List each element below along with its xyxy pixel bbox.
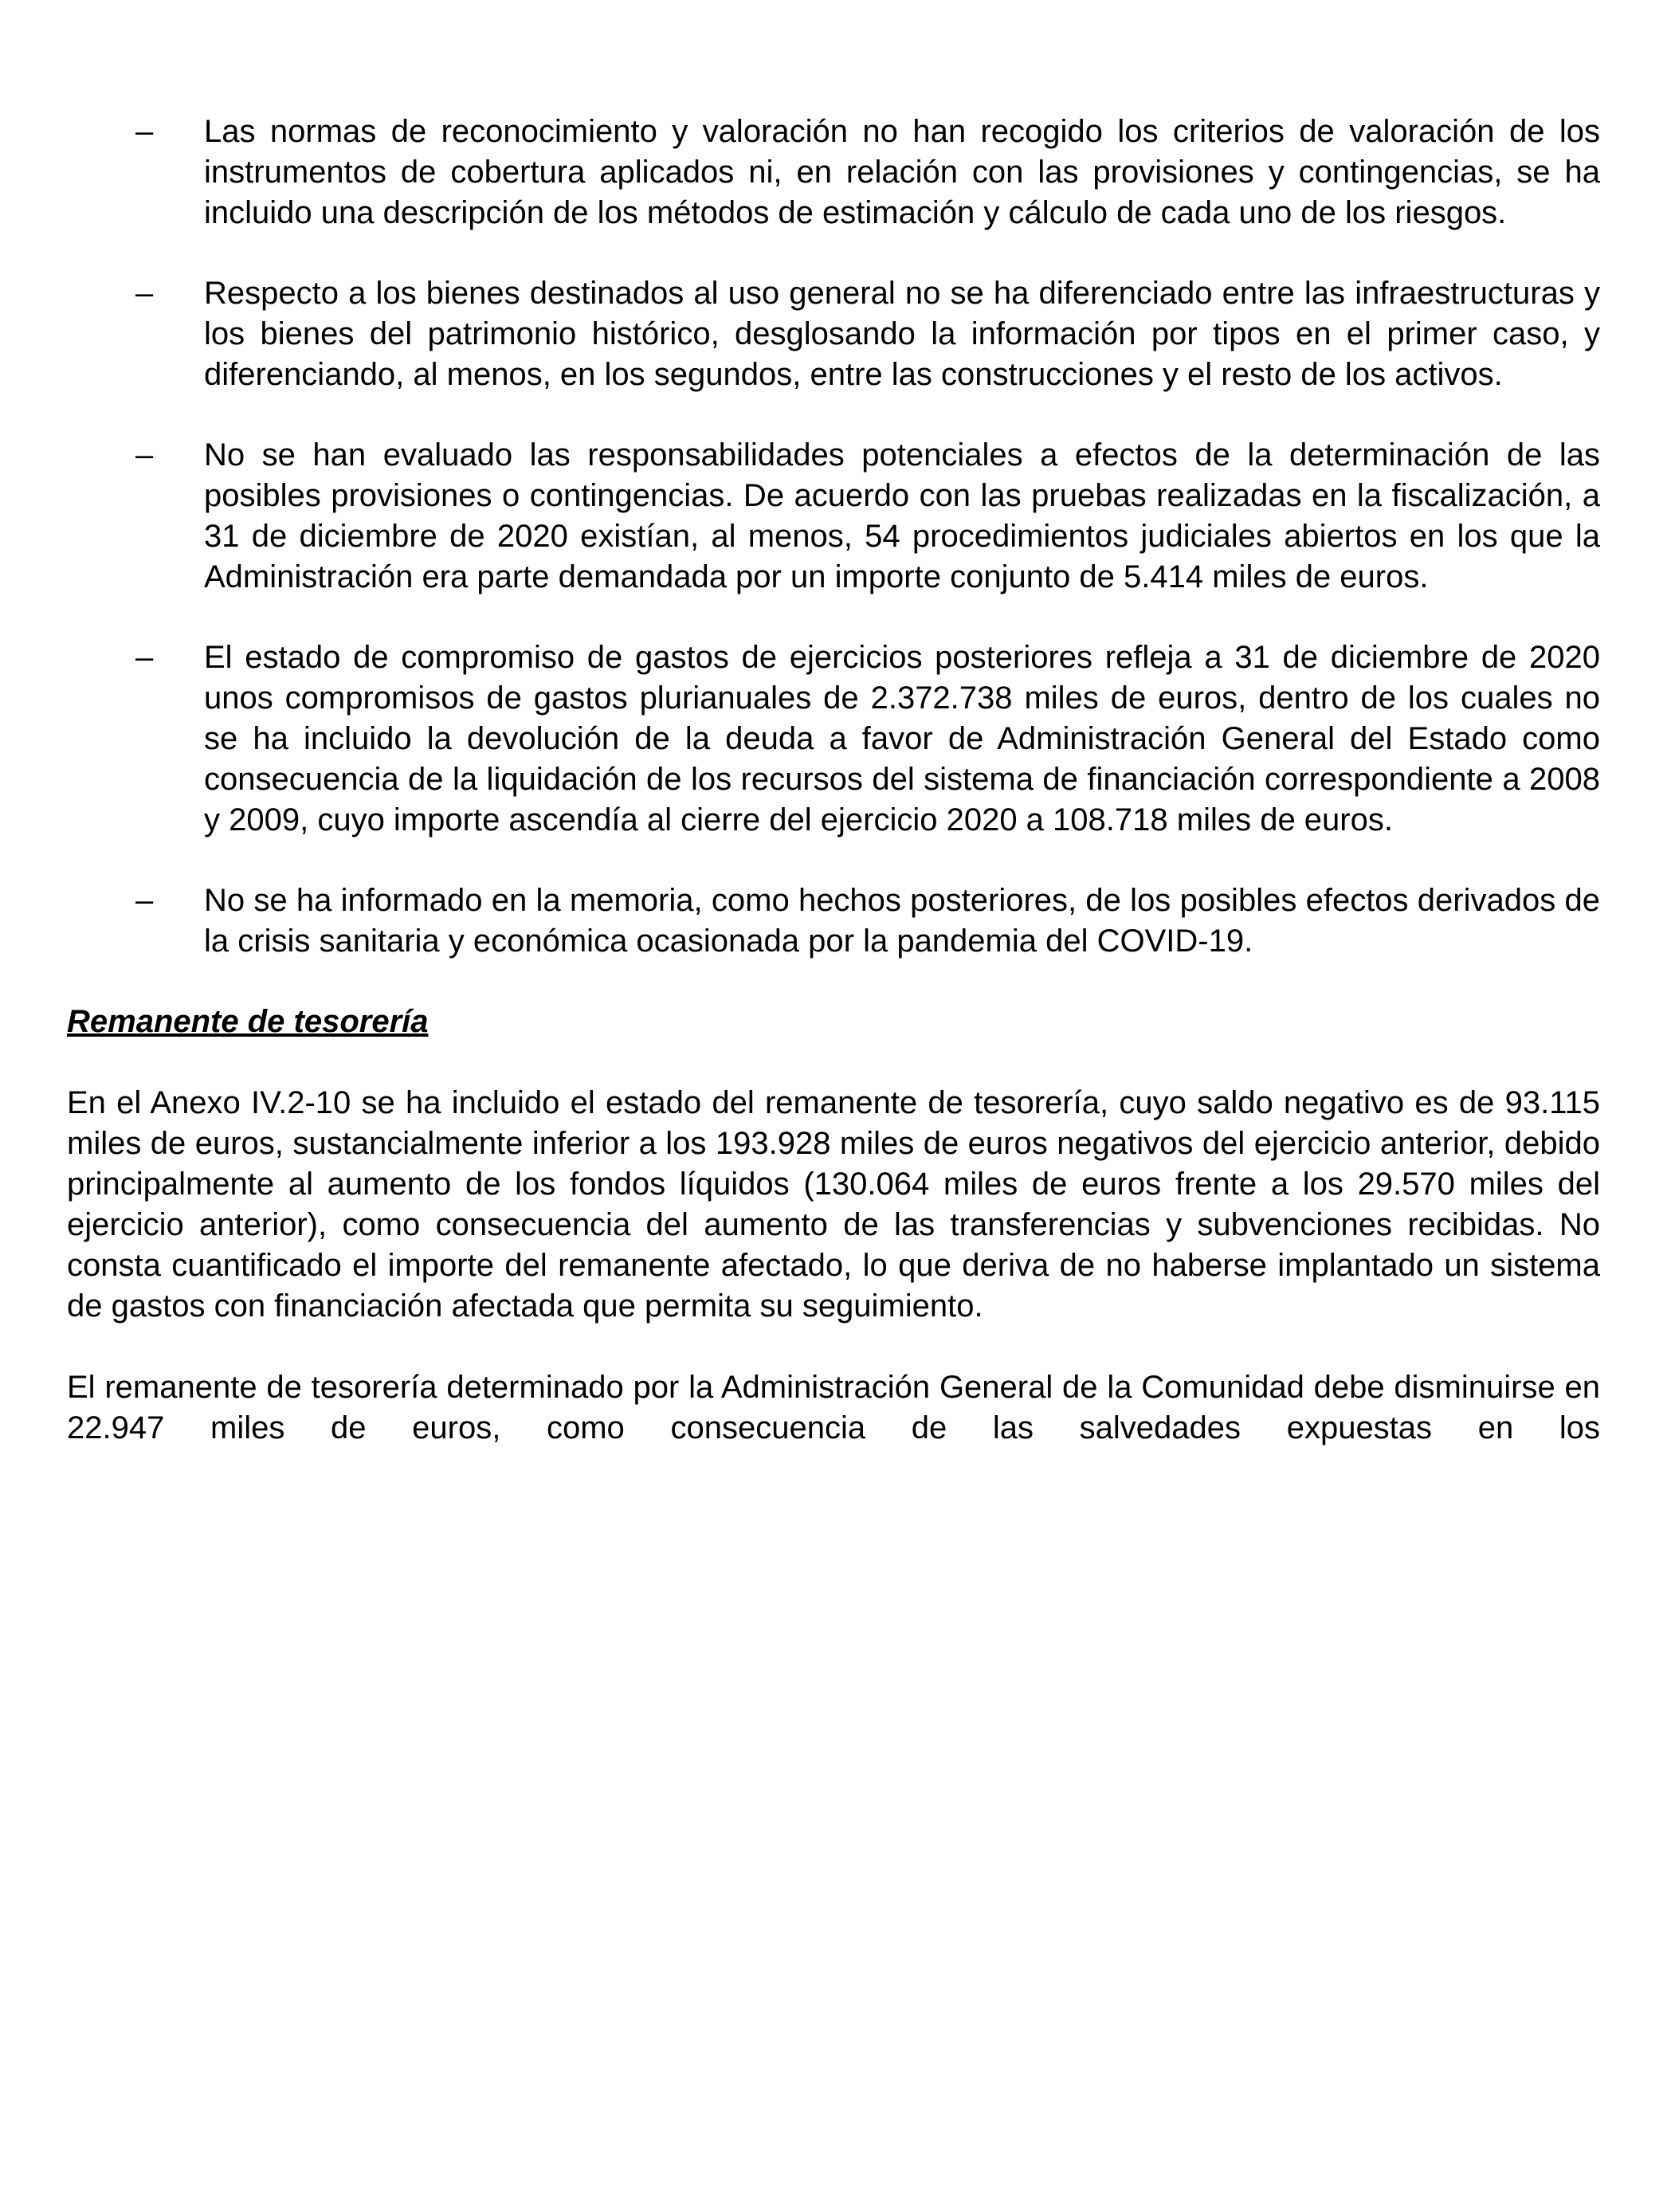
dash-bullet-icon: – — [135, 114, 154, 149]
dash-bullet-icon: – — [135, 437, 154, 473]
dash-bullet-icon: – — [135, 640, 154, 675]
bullet-text: No se ha informado en la memoria, como hechos posteriores, de los posibles efectos derivados de la crisis sanitaria y económica ocasionada por la pandemia del COVID-19. — [204, 883, 1600, 959]
list-item — [67, 880, 1600, 962]
dash-bullet-icon: – — [135, 276, 154, 311]
bullet-text: No se han evaluado las responsabilidades potenciales a efectos de la determinación de las posibles provisiones o contingencias. De acuerdo con las pruebas realizadas en la fiscalización, a 31 de diciembre de 2020 existían, al menos, 54 procedimientos judiciales abiertos en los que la Administración era parte demandada por un importe conjunto de 5.414 miles de euros. — [204, 437, 1600, 594]
list-item — [67, 273, 1600, 395]
body-paragraph: El remanente de tesorería determinado por la Administración General de la Comunidad debe disminuirse en 22.947 miles de euros, como consecuencia de las salvedades expuestas en los — [67, 1370, 1600, 1445]
bullet-text: El estado de compromiso de gastos de ejercicios posteriores refleja a 31 de diciembre de 2020 unos compromisos de gastos plurianuales de 2.372.738 miles de euros, dentro de los cuales no se ha incluido la devolución de la deuda a favor de Administración General del Estado como consecuencia de la liquidación de los recursos del sistema de financiación correspondiente a 2008 y 2009, cuyo importe ascendía al cierre del ejercicio 2020 a 108.718 miles de euros. — [204, 640, 1600, 837]
list-item — [67, 637, 1600, 841]
section-heading: Remanente de tesorería — [67, 1004, 429, 1039]
list-item — [67, 112, 1600, 233]
list-item — [67, 435, 1600, 598]
document-page — [67, 112, 1600, 1449]
bullet-text: Respecto a los bienes destinados al uso general no se ha diferenciado entre las infraestructuras y los bienes del patrimonio histórico, desglosando la información por tipos en el primer caso, y diferenciando, al menos, en los segundos, entre las construcciones y el resto de los activos. — [204, 276, 1600, 392]
bullet-text: Las normas de reconocimiento y valoración no han recogido los criterios de valoración de los instrumentos de cobertura aplicados ni, en relación con las provisiones y contingencias, se ha incluido una descripción de los métodos de estimación y cálculo de cada uno de los riesgos. — [204, 114, 1600, 230]
dash-bullet-icon: – — [135, 883, 154, 918]
body-paragraph: En el Anexo IV.2-10 se ha incluido el estado del remanente de tesorería, cuyo saldo negativo es de 93.115 miles de euros, sustancialmente inferior a los 193.928 miles de euros negativos del ejercicio anterior, debido principalmente al aumento de los fondos líquidos (130.064 miles de euros frente a los 29.570 miles del ejercicio anterior), como consecuencia del aumento de las transferencias y subvenciones recibidas. No consta cuantificado el importe del remanente afectado, lo que deriva de no haberse implantado un sistema de gastos con financiación afectada que permita su seguimiento. — [67, 1085, 1600, 1324]
bullet-list — [67, 112, 1600, 962]
